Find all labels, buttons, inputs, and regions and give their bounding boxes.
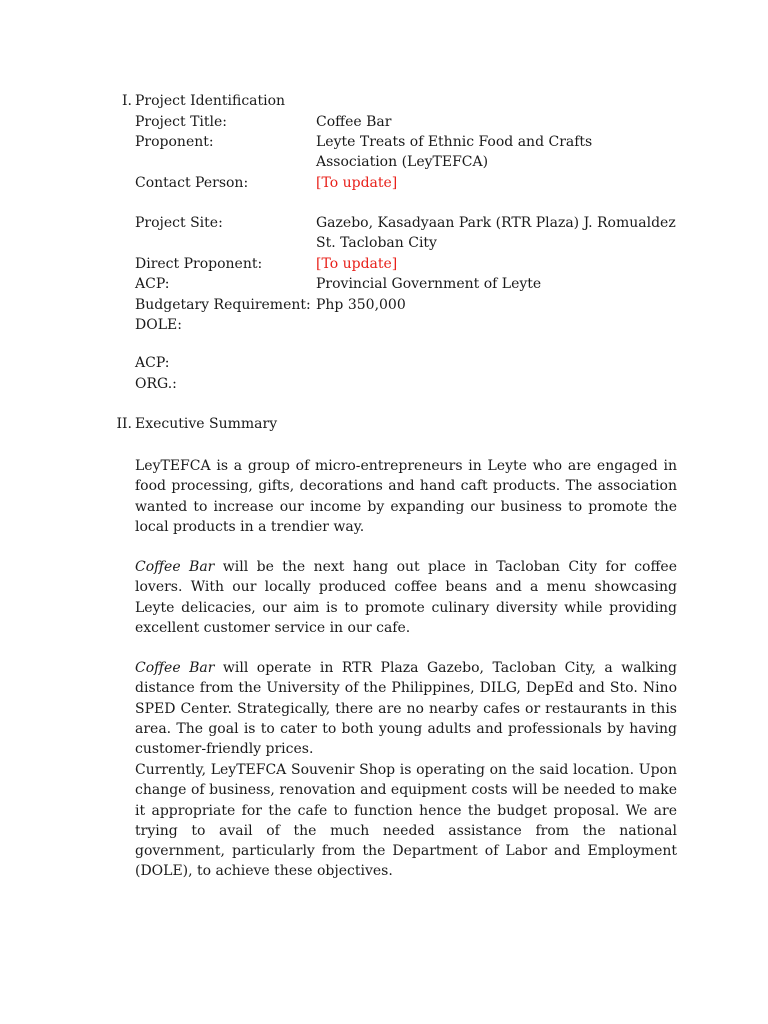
summary-paragraph-3	[135, 658, 677, 759]
field-value: Provincial Government of Leyte	[316, 276, 542, 292]
field-label: Proponent:	[135, 134, 214, 150]
emphasis-coffee-bar: Coffee Bar	[135, 660, 215, 676]
paragraph-text: will operate in RTR Plaza Gazebo, Tacloban City, a walking distance from the University of the Philippines, DILG, DepEd and Sto. Nino SPED Center. Strategically, there are no nearby cafes or restaurants in this area. The goal is to cater to both young adults and professionals by having customer-friendly prices.	[135, 660, 677, 758]
section-1-number: I.	[122, 93, 132, 109]
field-label: ACP:	[135, 276, 170, 292]
section-2-number: II.	[116, 416, 132, 432]
field-label: ORG.:	[135, 376, 177, 392]
section-1-heading: Project Identification	[135, 93, 286, 109]
field-label: Budgetary Requirement:	[135, 297, 311, 313]
paragraph-text: will be the next hang out place in Tacloban City for coffee lovers. With our locally produced coffee beans and a menu showcasing Leyte delicacies, our aim is to promote culinary diversity while providing excellent customer service in our cafe.	[135, 559, 677, 636]
summary-paragraph-4: Currently, LeyTEFCA Souvenir Shop is operating on the said location. Upon change of business, renovation and equipment costs will be needed to make it appropriate for the cafe to function hence the budget proposal. We are trying to avail of the much needed assistance from the national government, particularly from the Department of Labor and Employment (DOLE), to achieve these objectives.	[135, 762, 677, 880]
field-label: ACP:	[135, 355, 170, 371]
summary-paragraph-2	[135, 557, 677, 638]
field-value: Leyte Treats of Ethnic Food and Crafts Association (LeyTEFCA)	[316, 134, 593, 170]
summary-paragraph-1: LeyTEFCA is a group of micro-entrepreneurs in Leyte who are engaged in food processing, gifts, decorations and hand caft products. The association wanted to increase our income by expanding our business to promote the local products in a trendier way.	[135, 458, 677, 535]
field-label: Project Title:	[135, 114, 228, 130]
field-label: Direct Proponent:	[135, 256, 263, 272]
section-2-heading: Executive Summary	[135, 416, 278, 432]
field-value: Coffee Bar	[316, 114, 392, 130]
field-value-placeholder: [To update]	[316, 175, 398, 191]
field-value: Gazebo, Kasadyaan Park (RTR Plaza) J. Romualdez St. Tacloban City	[316, 215, 676, 251]
field-value-placeholder: [To update]	[316, 256, 398, 272]
field-label: Contact Person:	[135, 175, 249, 191]
field-label: Project Site:	[135, 215, 223, 231]
field-value: Php 350,000	[316, 297, 406, 313]
emphasis-coffee-bar: Coffee Bar	[135, 559, 215, 575]
field-label: DOLE:	[135, 317, 182, 333]
